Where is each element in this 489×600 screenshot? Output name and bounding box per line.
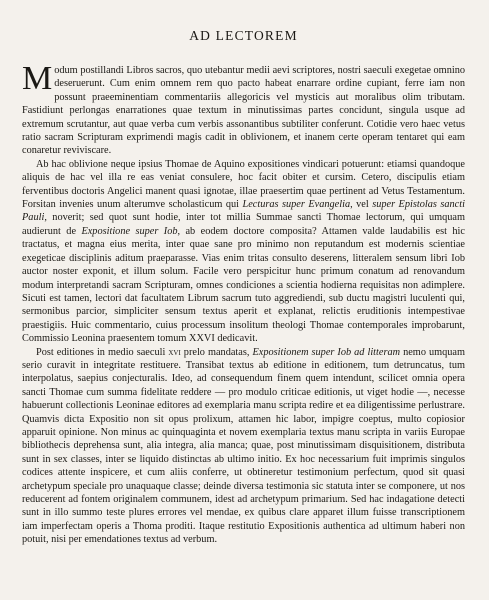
paragraph-3-text-b: prelo mandatas, — [180, 346, 253, 358]
body-text — [22, 60, 466, 547]
paragraph-3-text-c: nemo umquam serio curavit in integritate restituere. Transibat textus ab editione in editionem, tum detruncatus, tum interpolatus, saepius conjecturalis. Ideo, ad consequendum finem quem intendunt, scilicet omnia opera sancti Thomae cum summa fidelitate reddere — pro modulo criticae editionis, ut viget hodie —, necesse habuerunt collectionis Leoninae editores ad exemplaria manu scripta redire et ea diligentissime perlustrare. Quamvis dicta Expositio non sit opus prolixum, attamen hic labor, impigre coeptus, multo copiosior apparuit opinione. Non minus ac quinquaginta et novem exemplaria textus manu scripta in variis Europae bibliothecis deprehensa sunt, alia integra, alia manca; quae, post minutissimam disquisitionem, distributa sunt in sex classes, inter se liquido distinctas ab ultimo initio. Ex hoc necessarium fuit imprimis singulos codices attente inspicere, et cum aliis conferre, ut obtineretur testimonium perfectum, quod sit quasi archetypum speciale pro unaquaque classe; deinde diversa testimonia sic statuta inter se componere, ut nos reducerent ad fontem originalem communem, idest ad archetypum primarium. Sed hac indagatione detecti sunt in illo summo teste plures errores vel mendae, ex quibus clare apparet illum fuisse transcriptionem iam imperfectam operis a Thoma proditi. Itaque restitutio Expositionis authentica ad ultimum haberi non potuit, nisi per emendationes textus ad verbum. — [22, 346, 466, 546]
title-epistolas-pauli: super Epistolas sancti Pauli — [22, 199, 465, 224]
paragraph-3-text-a: Post editiones in medio saeculi — [36, 346, 169, 358]
paragraph-3 — [22, 346, 465, 547]
title-expositio-iob: Expositione super Iob — [81, 225, 178, 237]
paragraph-2 — [22, 158, 465, 346]
title-expositio-iob-litteram: Expositionem super Iob ad litteram — [252, 346, 401, 358]
drop-cap: M — [22, 60, 53, 97]
paragraph-1-text: odum postillandi Libros sacros, quo utebantur medii aevi scriptores, nostri saeculi exegetae omnino deseruerunt. Cum enim omnem rem quo pacto habeat enarrare ordine cupiant, ferre iam non possunt praeeminentiam commentariis allegoricis vel mysticis aut moralibus olim tributam. Fastidiunt perlongas enarrationes quae textum in minutissimas partes concidunt, singula usque ad extremum scrutantur, aut quae verba cum verbis assonantibus subtiliter conferunt. Cotidie vero haec vetus ratio sacram Scripturam exprimendi magis cadit in oblivionem, et inanem certe operam tentaret qui eam conaretur reviviscare. — [22, 65, 465, 157]
century-numeral: xvi — [168, 346, 181, 358]
page-title: AD LECTOREM — [189, 28, 298, 43]
paragraph-2-text-c: , noverit; sed quot sunt hodie, inter tot millia Summae sancti Thomae lectorum, qui umquam audierunt de — [22, 212, 465, 237]
paragraph-2-text-d: , ab eodem doctore composita? Attamen valde laudabilis est hic tractatus, et magna eius merita, inter quae sane pro minimo non reputandum est modernis scientiae exegeticae disciplinis aditum praeparasse. Vias enim tritas consulto deserens, litteralem sensum libri Iob auctor noster exponit, et illum solum. Facile vero perspicitur hunc primum conatum ad renovandum modum interpretandi sacram Scripturam, omnes condiciones a scientia hodierna requisitas non adimplere. Sicuti est tamen, lectori dat facultatem Librum sacrum tuto aggrediendi, sub ductu magistri luculenti qui, sermonibus parcior, simpliciter sensum textus aperit et explanat, relictis eruditionis intempestivae praestigiis. Huic commentario, cuius processum insolitum theologi Thomae contemporales improbarunt, Commissio Leonina praesentem tomum XXVI dedicavit. — [22, 225, 465, 345]
paragraph-2-text-a: Ab hac oblivione neque ipsius Thomae de Aquino expositiones vindicari potuerunt: etiamsi quandoque aliquis de hac vel illa re eas veniat consulere, hoc facit obiter et cursim. Cetero, discipulis etiam ferventibus doctoris Angelici manent quasi ignotae, illae praesertim quae pertinent ad Vetus Testamentum. Forsitan invenies unum alterumve scholasticum qui — [22, 158, 465, 211]
paragraph-1 — [22, 60, 465, 158]
title-lecturas-evangelia: Lecturas super Evangelia — [242, 199, 351, 211]
paragraph-2-text-b: , vel — [350, 199, 373, 211]
